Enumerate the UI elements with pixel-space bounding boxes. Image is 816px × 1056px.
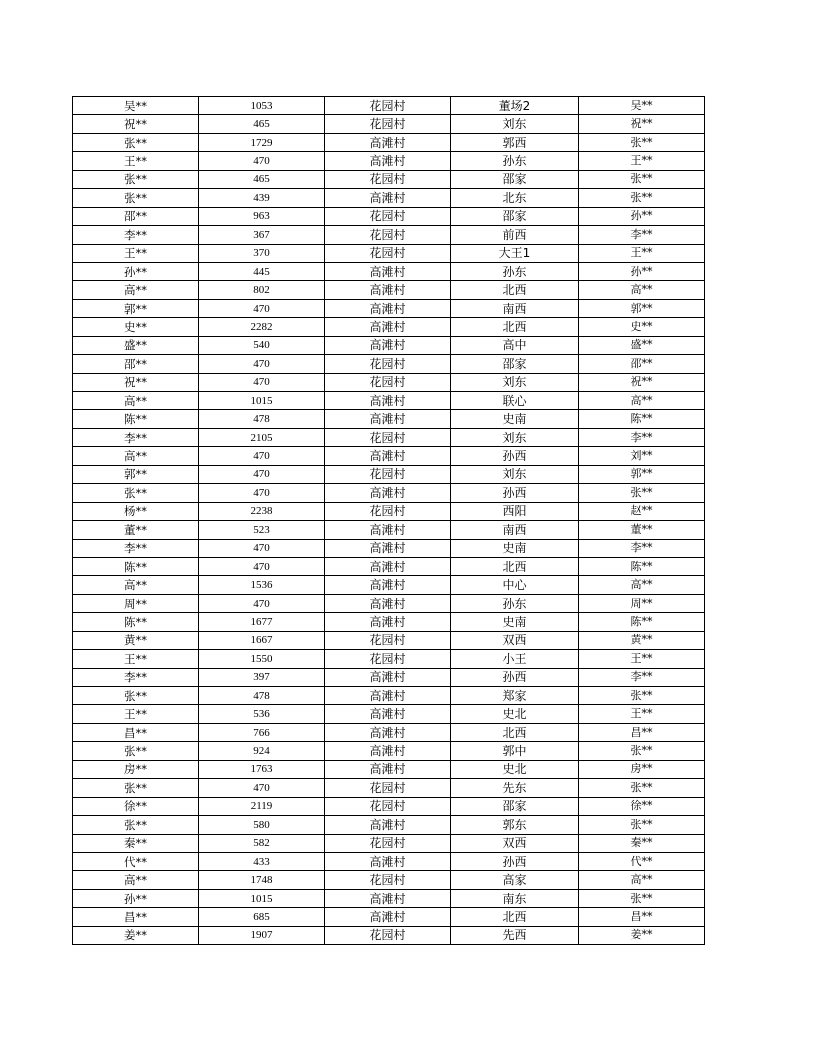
name-cell: 孙** — [73, 262, 199, 280]
payee-cell: 张** — [579, 133, 705, 151]
group-cell: 孙东 — [451, 152, 579, 170]
table-row — [73, 687, 705, 705]
village-cell: 高滩村 — [325, 594, 451, 612]
group-cell: 大王1 — [451, 244, 579, 262]
payee-cell: 张** — [579, 189, 705, 207]
amount-cell: 1729 — [199, 133, 325, 151]
name-cell: 张** — [73, 484, 199, 502]
payee-cell: 李** — [579, 539, 705, 557]
amount-cell: 397 — [199, 668, 325, 686]
name-cell: 李** — [73, 539, 199, 557]
table-row — [73, 539, 705, 557]
name-cell: 李** — [73, 428, 199, 446]
group-cell: 邵家 — [451, 170, 579, 188]
village-cell: 高滩村 — [325, 557, 451, 575]
village-cell: 花园村 — [325, 465, 451, 483]
village-cell: 高滩村 — [325, 392, 451, 410]
village-cell: 高滩村 — [325, 299, 451, 317]
amount-cell: 1763 — [199, 760, 325, 778]
amount-cell: 1536 — [199, 576, 325, 594]
group-cell: 孙西 — [451, 668, 579, 686]
amount-cell: 1667 — [199, 631, 325, 649]
name-cell: 郭** — [73, 465, 199, 483]
payee-cell: 张** — [579, 687, 705, 705]
payee-cell: 孙** — [579, 262, 705, 280]
amount-cell: 478 — [199, 687, 325, 705]
payee-cell: 李** — [579, 226, 705, 244]
payee-cell: 郭** — [579, 299, 705, 317]
village-cell: 高滩村 — [325, 262, 451, 280]
amount-cell: 439 — [199, 189, 325, 207]
village-cell: 高滩村 — [325, 539, 451, 557]
amount-cell: 370 — [199, 244, 325, 262]
payee-cell: 陈** — [579, 410, 705, 428]
name-cell: 张** — [73, 133, 199, 151]
name-cell: 高** — [73, 576, 199, 594]
amount-cell: 685 — [199, 908, 325, 926]
group-cell: 史北 — [451, 705, 579, 723]
group-cell: 董场2 — [451, 97, 579, 115]
table-row — [73, 484, 705, 502]
table-row — [73, 871, 705, 889]
group-cell: 南西 — [451, 521, 579, 539]
amount-cell: 963 — [199, 207, 325, 225]
payee-cell: 祝** — [579, 373, 705, 391]
amount-cell: 2105 — [199, 428, 325, 446]
payee-cell: 史** — [579, 318, 705, 336]
payee-cell: 吴** — [579, 97, 705, 115]
table-row — [73, 152, 705, 170]
table-row — [73, 207, 705, 225]
payee-cell: 张** — [579, 170, 705, 188]
payee-cell: 黄** — [579, 631, 705, 649]
name-cell: 董** — [73, 521, 199, 539]
group-cell: 史南 — [451, 410, 579, 428]
group-cell: 小王 — [451, 650, 579, 668]
group-cell: 高中 — [451, 336, 579, 354]
name-cell: 黄** — [73, 631, 199, 649]
table-row — [73, 115, 705, 133]
name-cell: 徐** — [73, 797, 199, 815]
village-cell: 高滩村 — [325, 133, 451, 151]
table-row — [73, 447, 705, 465]
table-row — [73, 742, 705, 760]
table-row — [73, 244, 705, 262]
table-row — [73, 336, 705, 354]
group-cell: 双西 — [451, 834, 579, 852]
group-cell: 孙西 — [451, 484, 579, 502]
group-cell: 北西 — [451, 318, 579, 336]
amount-cell: 2119 — [199, 797, 325, 815]
name-cell: 李** — [73, 226, 199, 244]
group-cell: 郭中 — [451, 742, 579, 760]
village-cell: 高滩村 — [325, 668, 451, 686]
village-cell: 花园村 — [325, 226, 451, 244]
amount-cell: 470 — [199, 594, 325, 612]
amount-cell: 1550 — [199, 650, 325, 668]
payee-cell: 徐** — [579, 797, 705, 815]
name-cell: 杨** — [73, 502, 199, 520]
amount-cell: 802 — [199, 281, 325, 299]
table-row — [73, 594, 705, 612]
payee-cell: 董** — [579, 521, 705, 539]
table-row — [73, 170, 705, 188]
table-row — [73, 281, 705, 299]
village-cell: 花园村 — [325, 207, 451, 225]
amount-cell: 1907 — [199, 926, 325, 944]
group-cell: 北东 — [451, 189, 579, 207]
name-cell: 陈** — [73, 557, 199, 575]
payee-cell: 李** — [579, 668, 705, 686]
village-cell: 花园村 — [325, 170, 451, 188]
name-cell: 张** — [73, 687, 199, 705]
amount-cell: 1015 — [199, 392, 325, 410]
name-cell: 邵** — [73, 207, 199, 225]
payee-cell: 昌** — [579, 723, 705, 741]
village-cell: 高滩村 — [325, 484, 451, 502]
village-cell: 花园村 — [325, 797, 451, 815]
village-cell: 高滩村 — [325, 447, 451, 465]
name-cell: 盛** — [73, 336, 199, 354]
table-row — [73, 797, 705, 815]
table-row — [73, 133, 705, 151]
name-cell: 王** — [73, 705, 199, 723]
amount-cell: 470 — [199, 447, 325, 465]
table-row — [73, 613, 705, 631]
amount-cell: 478 — [199, 410, 325, 428]
name-cell: 姜** — [73, 926, 199, 944]
payee-cell: 张** — [579, 816, 705, 834]
village-cell: 花园村 — [325, 373, 451, 391]
name-cell: 张** — [73, 779, 199, 797]
table-row — [73, 355, 705, 373]
amount-cell: 470 — [199, 355, 325, 373]
amount-cell: 1015 — [199, 889, 325, 907]
amount-cell: 2282 — [199, 318, 325, 336]
village-cell: 花园村 — [325, 428, 451, 446]
amount-cell: 582 — [199, 834, 325, 852]
name-cell: 陈** — [73, 613, 199, 631]
name-cell: 张** — [73, 742, 199, 760]
group-cell: 前西 — [451, 226, 579, 244]
table-row — [73, 705, 705, 723]
group-cell: 孙东 — [451, 262, 579, 280]
group-cell: 先东 — [451, 779, 579, 797]
name-cell: 房** — [73, 760, 199, 778]
group-cell: 南东 — [451, 889, 579, 907]
group-cell: 史南 — [451, 539, 579, 557]
payee-cell: 秦** — [579, 834, 705, 852]
table-row — [73, 760, 705, 778]
amount-cell: 523 — [199, 521, 325, 539]
payee-cell: 高** — [579, 871, 705, 889]
amount-cell: 470 — [199, 779, 325, 797]
village-cell: 花园村 — [325, 502, 451, 520]
name-cell: 高** — [73, 447, 199, 465]
payee-cell: 王** — [579, 650, 705, 668]
amount-cell: 2238 — [199, 502, 325, 520]
table-row — [73, 428, 705, 446]
group-cell: 史北 — [451, 760, 579, 778]
village-cell: 高滩村 — [325, 889, 451, 907]
payee-cell: 李** — [579, 428, 705, 446]
amount-cell: 470 — [199, 484, 325, 502]
name-cell: 代** — [73, 852, 199, 870]
village-cell: 高滩村 — [325, 318, 451, 336]
village-cell: 高滩村 — [325, 908, 451, 926]
group-cell: 孙西 — [451, 852, 579, 870]
group-cell: 西阳 — [451, 502, 579, 520]
payee-cell: 王** — [579, 244, 705, 262]
name-cell: 昌** — [73, 908, 199, 926]
payee-cell: 陈** — [579, 613, 705, 631]
village-cell: 高滩村 — [325, 760, 451, 778]
payee-cell: 邵** — [579, 355, 705, 373]
group-cell: 北西 — [451, 723, 579, 741]
name-cell: 周** — [73, 594, 199, 612]
name-cell: 高** — [73, 871, 199, 889]
amount-cell: 1053 — [199, 97, 325, 115]
amount-cell: 540 — [199, 336, 325, 354]
group-cell: 南西 — [451, 299, 579, 317]
data-table — [72, 96, 705, 945]
name-cell: 孙** — [73, 889, 199, 907]
name-cell: 郭** — [73, 299, 199, 317]
group-cell: 北西 — [451, 557, 579, 575]
table-body — [73, 97, 705, 945]
group-cell: 刘东 — [451, 465, 579, 483]
group-cell: 双西 — [451, 631, 579, 649]
village-cell: 高滩村 — [325, 281, 451, 299]
amount-cell: 924 — [199, 742, 325, 760]
group-cell: 史南 — [451, 613, 579, 631]
payee-cell: 刘** — [579, 447, 705, 465]
amount-cell: 536 — [199, 705, 325, 723]
table-row — [73, 373, 705, 391]
village-cell: 高滩村 — [325, 742, 451, 760]
name-cell: 昌** — [73, 723, 199, 741]
village-cell: 花园村 — [325, 97, 451, 115]
table-row — [73, 262, 705, 280]
payee-cell: 周** — [579, 594, 705, 612]
group-cell: 北西 — [451, 281, 579, 299]
payee-cell: 房** — [579, 760, 705, 778]
table-row — [73, 908, 705, 926]
name-cell: 张** — [73, 816, 199, 834]
amount-cell: 1677 — [199, 613, 325, 631]
group-cell: 中心 — [451, 576, 579, 594]
amount-cell: 470 — [199, 373, 325, 391]
amount-cell: 433 — [199, 852, 325, 870]
amount-cell: 470 — [199, 465, 325, 483]
village-cell: 高滩村 — [325, 336, 451, 354]
payee-cell: 姜** — [579, 926, 705, 944]
village-cell: 高滩村 — [325, 152, 451, 170]
table-row — [73, 465, 705, 483]
group-cell: 刘东 — [451, 373, 579, 391]
table-row — [73, 392, 705, 410]
village-cell: 花园村 — [325, 871, 451, 889]
payee-cell: 代** — [579, 852, 705, 870]
name-cell: 秦** — [73, 834, 199, 852]
name-cell: 陈** — [73, 410, 199, 428]
table-row — [73, 631, 705, 649]
amount-cell: 580 — [199, 816, 325, 834]
village-cell: 高滩村 — [325, 816, 451, 834]
table-row — [73, 779, 705, 797]
amount-cell: 445 — [199, 262, 325, 280]
group-cell: 郑家 — [451, 687, 579, 705]
table-row — [73, 650, 705, 668]
payee-cell: 张** — [579, 889, 705, 907]
amount-cell: 367 — [199, 226, 325, 244]
payee-cell: 王** — [579, 705, 705, 723]
village-cell: 花园村 — [325, 834, 451, 852]
village-cell: 花园村 — [325, 779, 451, 797]
table-row — [73, 576, 705, 594]
group-cell: 孙东 — [451, 594, 579, 612]
table-row — [73, 557, 705, 575]
name-cell: 高** — [73, 281, 199, 299]
village-cell: 花园村 — [325, 926, 451, 944]
payee-cell: 张** — [579, 484, 705, 502]
table-row — [73, 889, 705, 907]
table-row — [73, 816, 705, 834]
village-cell: 高滩村 — [325, 521, 451, 539]
payee-cell: 陈** — [579, 557, 705, 575]
name-cell: 史** — [73, 318, 199, 336]
payee-cell: 祝** — [579, 115, 705, 133]
village-cell: 高滩村 — [325, 576, 451, 594]
group-cell: 刘东 — [451, 428, 579, 446]
village-cell: 高滩村 — [325, 189, 451, 207]
village-cell: 花园村 — [325, 115, 451, 133]
name-cell: 张** — [73, 170, 199, 188]
village-cell: 花园村 — [325, 244, 451, 262]
table-row — [73, 226, 705, 244]
table-row — [73, 668, 705, 686]
group-cell: 邵家 — [451, 207, 579, 225]
payee-cell: 赵** — [579, 502, 705, 520]
village-cell: 高滩村 — [325, 410, 451, 428]
payee-cell: 王** — [579, 152, 705, 170]
table-row — [73, 834, 705, 852]
name-cell: 王** — [73, 244, 199, 262]
group-cell: 高家 — [451, 871, 579, 889]
village-cell: 高滩村 — [325, 705, 451, 723]
amount-cell: 470 — [199, 299, 325, 317]
payee-cell: 郭** — [579, 465, 705, 483]
name-cell: 张** — [73, 189, 199, 207]
group-cell: 北西 — [451, 908, 579, 926]
name-cell: 吴** — [73, 97, 199, 115]
payee-cell: 高** — [579, 576, 705, 594]
payee-cell: 昌** — [579, 908, 705, 926]
village-cell: 高滩村 — [325, 852, 451, 870]
table-row — [73, 410, 705, 428]
payee-cell: 张** — [579, 742, 705, 760]
village-cell: 花园村 — [325, 355, 451, 373]
table-row — [73, 299, 705, 317]
table-row — [73, 97, 705, 115]
amount-cell: 470 — [199, 539, 325, 557]
group-cell: 孙西 — [451, 447, 579, 465]
amount-cell: 1748 — [199, 871, 325, 889]
payee-cell: 孙** — [579, 207, 705, 225]
name-cell: 祝** — [73, 373, 199, 391]
group-cell: 刘东 — [451, 115, 579, 133]
payee-cell: 盛** — [579, 336, 705, 354]
payee-cell: 高** — [579, 281, 705, 299]
name-cell: 李** — [73, 668, 199, 686]
village-cell: 高滩村 — [325, 687, 451, 705]
village-cell: 花园村 — [325, 631, 451, 649]
group-cell: 先西 — [451, 926, 579, 944]
table-row — [73, 502, 705, 520]
amount-cell: 465 — [199, 115, 325, 133]
name-cell: 王** — [73, 152, 199, 170]
name-cell: 祝** — [73, 115, 199, 133]
name-cell: 邵** — [73, 355, 199, 373]
amount-cell: 766 — [199, 723, 325, 741]
table-row — [73, 926, 705, 944]
group-cell: 联心 — [451, 392, 579, 410]
name-cell: 高** — [73, 392, 199, 410]
name-cell: 王** — [73, 650, 199, 668]
village-cell: 高滩村 — [325, 723, 451, 741]
village-cell: 高滩村 — [325, 613, 451, 631]
amount-cell: 465 — [199, 170, 325, 188]
group-cell: 郭东 — [451, 816, 579, 834]
payee-cell: 高** — [579, 392, 705, 410]
table-row — [73, 521, 705, 539]
table-row — [73, 852, 705, 870]
amount-cell: 470 — [199, 152, 325, 170]
amount-cell: 470 — [199, 557, 325, 575]
group-cell: 邵家 — [451, 355, 579, 373]
village-cell: 花园村 — [325, 650, 451, 668]
group-cell: 邵家 — [451, 797, 579, 815]
table-row — [73, 189, 705, 207]
payee-cell: 张** — [579, 779, 705, 797]
table-row — [73, 723, 705, 741]
table-row — [73, 318, 705, 336]
group-cell: 郭西 — [451, 133, 579, 151]
